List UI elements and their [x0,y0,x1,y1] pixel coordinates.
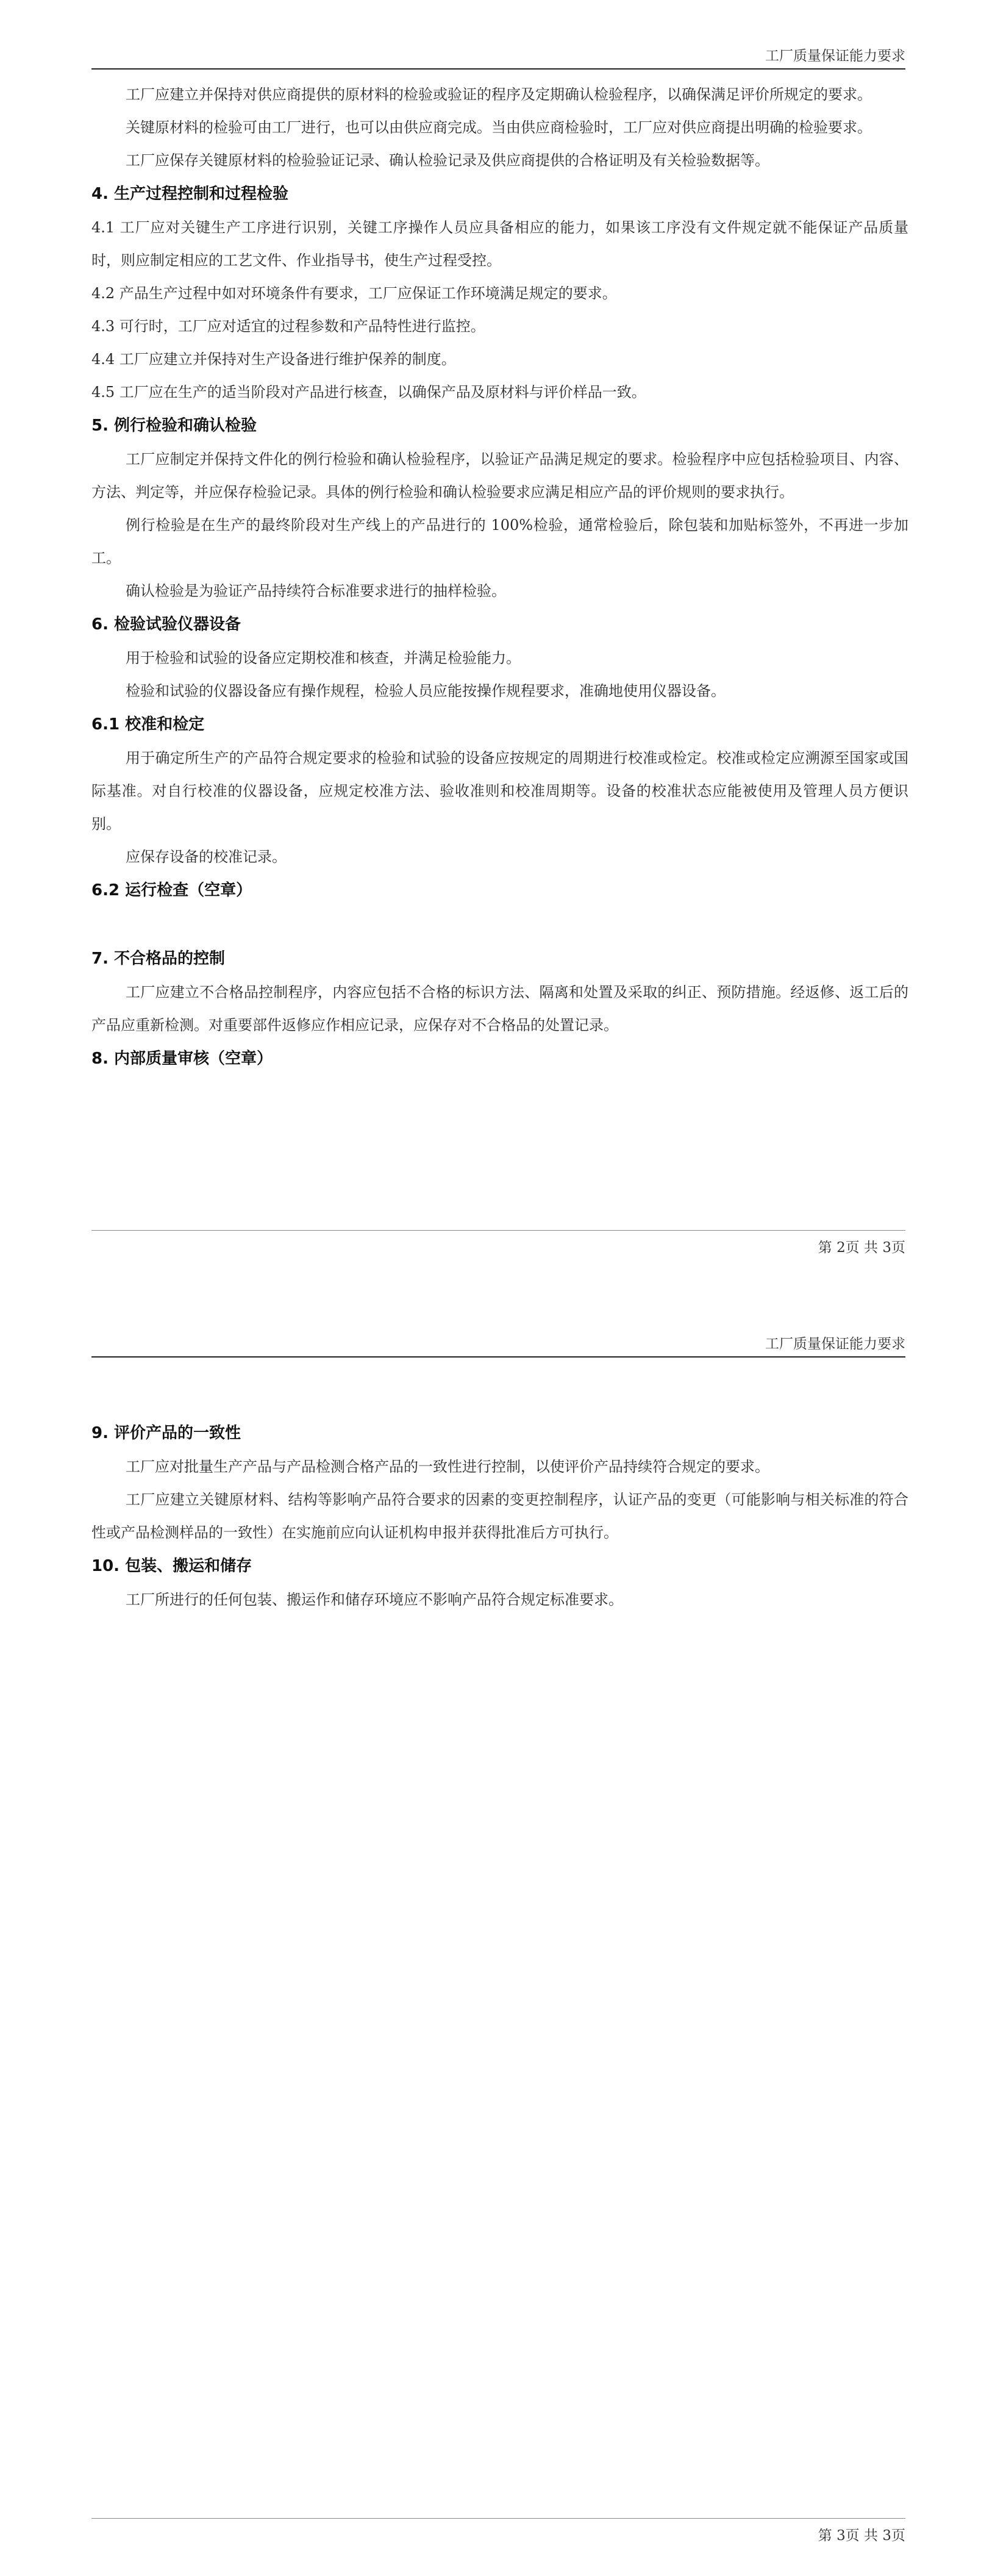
body-paragraph: 用于检验和试验的设备应定期校准和核查，并满足检验能力。 [126,649,521,667]
page-body [91,1416,908,1616]
header-title: 工厂质量保证能力要求 [765,1336,905,1352]
page-number: 第 2页 共 3页 [818,1240,905,1256]
section-heading: 6.1 校准和检定 [91,715,205,734]
footer-rule [91,1230,905,1231]
blank-spacer [91,907,908,942]
page-footer [91,1230,905,1256]
footer-rule [91,2518,905,2519]
body-paragraph: 工厂应保存关键原材料的检验验证记录、确认检验记录及供应商提供的合格证明及有关检验数据等。 [126,152,769,169]
body-paragraph: 4.1 工厂应对关键生产工序进行识别，关键工序操作人员应具备相应的能力，如果该工序没有文件规定就不能保证产品质量时，则应制定相应的工艺文件、作业指导书，使生产过程受控。 [91,219,908,269]
body-paragraph: 4.4 工厂应建立并保持对生产设备进行维护保养的制度。 [91,351,456,368]
body-paragraph: 检验和试验的仪器设备应有操作规程，检验人员应能按操作规程要求，准确地使用仪器设备。 [126,682,726,699]
body-paragraph: 工厂应建立关键原材料、结构等影响产品符合要求的因素的变更控制程序，认证产品的变更（可能影响与相关标准的符合性或产品检测样品的一致性）在实施前应向认证机构申报并获得批准后方可执行。 [91,1491,908,1541]
body-paragraph: 例行检验是在生产的最终阶段对生产线上的产品进行的 100%检验，通常检验后，除包装和加贴标签外，不再进一步加工。 [91,517,908,567]
section-heading: 5. 例行检验和确认检验 [91,417,257,435]
body-paragraph: 关键原材料的检验可由工厂进行，也可以由供应商完成。当由供应商检验时，工厂应对供应商提出明确的检验要求。 [126,119,872,136]
body-paragraph: 4.3 可行时，工厂应对适宜的过程参数和产品特性进行监控。 [91,318,485,335]
section-heading: 4. 生产过程控制和过程检验 [91,185,289,203]
section-heading: 6.2 运行检查（空章） [91,881,252,900]
section-heading: 7. 不合格品的控制 [91,950,226,968]
body-paragraph: 工厂应建立不合格品控制程序，内容应包括不合格的标识方法、隔离和处置及采取的纠正、预防措施。经返修、返工后的产品应重新检测。对重要部件返修应作相应记录，应保存对不合格品的处置记录。 [91,984,908,1034]
section-heading: 8. 内部质量审核（空章） [91,1050,273,1068]
body-paragraph: 工厂所进行的任何包装、搬运作和储存环境应不影响产品符合规定标准要求。 [126,1591,623,1608]
body-paragraph: 用于确定所生产的产品符合规定要求的检验和试验的设备应按规定的周期进行校准或检定。校准或检定应溯源至国家或国际基准。对自行校准的仪器设备，应规定校准方法、验收准则和校准周期等。设备的校准状态应能被使用及管理人员方便识别。 [91,750,908,832]
body-paragraph: 工厂应建立并保持对供应商提供的原材料的检验或验证的程序及定期确认检验程序，以确保满足评价所规定的要求。 [126,86,872,103]
body-paragraph: 工厂应对批量生产产品与产品检测合格产品的一致性进行控制，以使评价产品持续符合规定的要求。 [126,1458,769,1475]
body-paragraph: 4.5 工厂应在生产的适当阶段对产品进行核查，以确保产品及原材料与评价样品一致。 [91,384,646,401]
body-paragraph: 确认检验是为验证产品持续符合标准要求进行的抽样检验。 [126,582,506,599]
header-rule [91,1356,905,1358]
header-title: 工厂质量保证能力要求 [765,48,905,64]
body-paragraph: 工厂应制定并保持文件化的例行检验和确认检验程序，以验证产品满足规定的要求。检验程序中应包括检验项目、内容、方法、判定等，并应保存检验记录。具体的例行检验和确认检验要求应满足相应产品的评价规则的要求执行。 [91,451,908,501]
document-page-3 [0,1288,995,2576]
body-paragraph: 4.2 产品生产过程中如对环境条件有要求，工厂应保证工作环境满足规定的要求。 [91,285,617,302]
page-number: 第 3页 共 3页 [818,2528,905,2544]
section-heading: 9. 评价产品的一致性 [91,1424,241,1442]
page-footer [91,2518,905,2544]
header-rule [91,68,905,70]
page-body [91,78,908,1076]
body-paragraph: 应保存设备的校准记录。 [126,848,287,865]
section-heading: 10. 包装、搬运和储存 [91,1557,252,1575]
section-heading: 6. 检验试验仪器设备 [91,615,241,634]
